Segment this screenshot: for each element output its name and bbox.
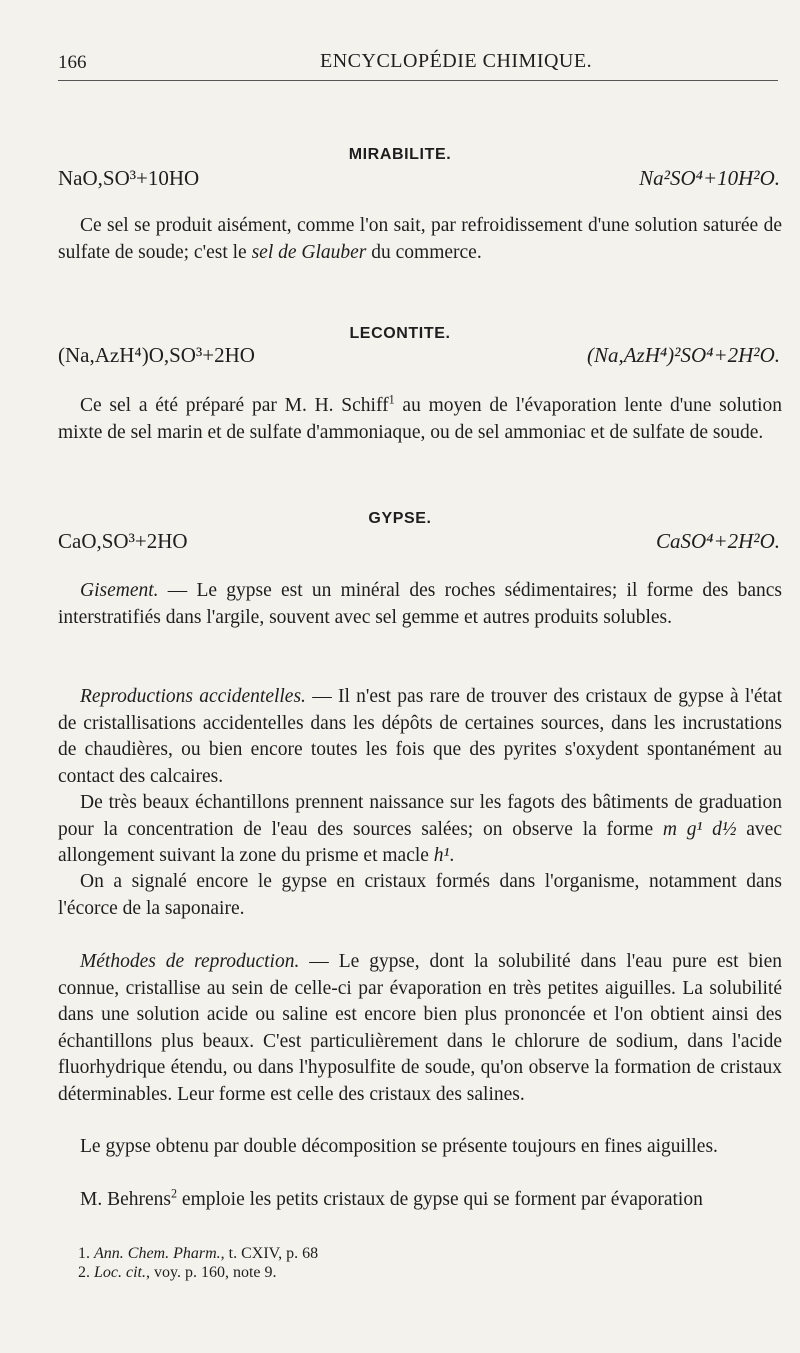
macle-notation: h¹ [433,845,450,866]
footnote-ref: 2 [171,1186,178,1201]
text-run: du commerce. [366,241,482,263]
footnote-detail: , voy. p. 160, note 9. [146,1264,277,1281]
footnote-source: Loc. cit. [94,1264,146,1281]
crystal-form: m g¹ d½ [662,818,737,840]
paragraph-lecontite [58,393,782,446]
paragraph-organisme: On a signalé encore le gypse en cristaux formés dans l'organisme, notamment dans l'écorce de la saponaire. [58,871,782,919]
paragraph-echantillons [58,790,782,870]
section-title-gypse: GYPSE. [368,510,432,527]
section-title-mirabilite: MIRABILITE. [348,146,452,163]
running-head: ENCYCLOPÉDIE CHIMIQUE. [320,50,593,72]
page-number: 166 [58,52,87,73]
text-run: De très beaux échantillons prennent naissance sur les fagots des bâtiments de graduation pour la concentration de l'eau des sources salées; on observe la forme [58,792,782,840]
text-run: emploie les petits cristaux de gypse qui se forment par évaporation [177,1189,703,1210]
subheading-gisement: Gisement. [80,580,159,601]
subheading-methodes: Méthodes de reproduction. [80,951,300,972]
header-rule [58,80,778,81]
italic-run: sel de Glauber [251,241,367,263]
text-run: avec allongement suivant la zone du prisme et macle [58,818,782,866]
formula-row-mirabilite [58,166,780,196]
formula-equivalent: NaO,SO³+10HO [58,166,200,190]
text-run: . [449,845,455,866]
formula-atomic: CaSO⁴+2H²O. [655,529,780,553]
paragraph-reproductions [58,684,782,790]
formula-equivalent: CaO,SO³+2HO [58,529,188,553]
page-header [58,50,778,78]
text-run: M. Behrens [80,1189,171,1210]
footnote-ref: 1 [388,392,395,407]
formula-atomic: Na²SO⁴+10H²O. [639,166,780,190]
text-run: Ce sel se produit aisément, comme l'on sait, par refroidissement d'une solution saturée de sulfate de soude; c'est le [58,215,782,263]
text-run: — Il n'est pas rare de trouver des cristaux de gypse à l'état de cristallisations accidentelles dans les dépôts de certaines sources, dans les incrustations de chaudières, ou bien encore toutes les fois que des pyrites s'oxydent spontanément au contact des calcaires. [58,686,782,787]
footnote-number: 1. [78,1245,90,1262]
text-run: — Le gypse est un minéral des roches sédimentaires; il forme des bancs interstratifiés dans l'argile, souvent avec sel gemme et autres produits solubles. [58,580,782,628]
text-run: Ce sel a été préparé par M. H. Schiff [80,395,389,416]
footnote-number: 2. [78,1264,90,1281]
footnotes [78,1244,318,1282]
formula-equivalent: (Na,AzH⁴)O,SO³+2HO [58,343,255,367]
footnote-2 [78,1263,318,1282]
footnote-source: Ann. Chem. Pharm. [94,1245,221,1262]
subheading-reproductions: Reproductions accidentelles. [80,686,306,707]
text-run: — Le gypse, dont la solubilité dans l'eau pure est bien connue, cristallise au sein de celle-ci par évaporation en très petites aiguilles. La solubilité dans une solution acide ou saline est encore bien plus prononcée et l'on obtient ainsi des échantillons plus beaux. C'est particulièrement dans le chlorure de sodium, dans l'acide fluorhydrique étendu, ou dans l'hyposulfite de soude, qu'on observe la formation de cristaux déterminables. Leur forme est celle des cristaux des salines. [58,951,782,1105]
section-title-lecontite: LECONTITE. [349,325,451,342]
footnote-1 [78,1244,318,1263]
paragraph-methodes [58,949,782,1108]
paragraph-double-decomposition: Le gypse obtenu par double décomposition se présente toujours en fines aiguilles. [80,1136,718,1157]
footnote-detail: , t. CXIV, p. 68 [220,1245,319,1262]
paragraph-mirabilite [58,213,782,266]
formula-atomic: (Na,AzH⁴)²SO⁴+2H²O. [586,343,780,367]
paragraph-gisement [58,578,782,631]
paragraph-behrens [58,1187,782,1214]
formula-row-gypse [58,529,780,559]
text-run: au moyen de l'évaporation lente d'une solution mixte de sel marin et de sulfate d'ammoniaque, ou de sel ammoniac et de sulfate de soude. [58,395,783,443]
formula-row-lecontite [58,343,780,373]
